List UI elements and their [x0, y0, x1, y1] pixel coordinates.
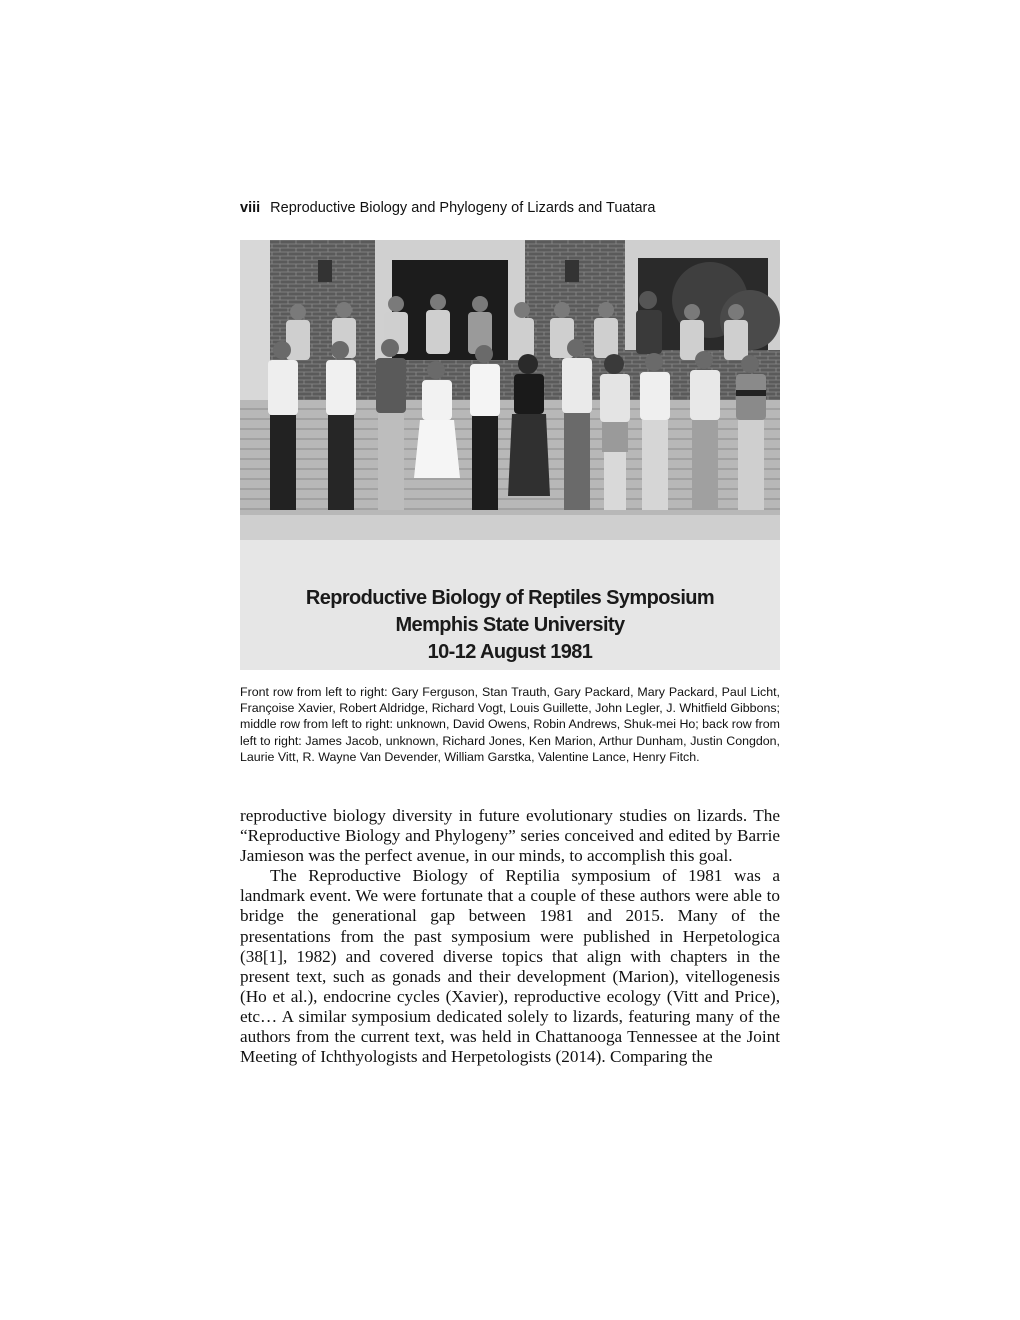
photo-sign-line-1: Reproductive Biology of Reptiles Symposium — [305, 587, 715, 609]
running-header — [240, 198, 780, 218]
photo-scene — [240, 240, 780, 540]
running-title: Reproductive Biology and Phylogeny of Lizards and Tuatara — [270, 200, 656, 216]
page-number: viii — [240, 200, 261, 216]
group-photograph — [240, 240, 780, 670]
sidewalk — [240, 515, 780, 540]
paragraph: The Reproductive Biology of Reptilia symposium of 1981 was a landmark event. We were fortunate that a couple of these authors were able to bridge the generational gap between 1981 and 2015. Many of the presentations from the past symposium were published in Herpetologica (38[1], 1982) and covered diverse topics that align with chapters in the present text, such as gonads and their development (Marion), vitellogenesis (Ho et al.), endocrine cycles (Xavier), reproductive ecology (Vitt and Price), etc… A similar symposium dedicated solely to lizards, featuring many of the authors from the current text, was held in Chattanooga Tennessee at the Joint Meeting of Ichthyologists and Herpetologists (2014). Comparing the — [240, 866, 780, 1067]
photo-sign-line-3: 10-12 August 1981 — [427, 641, 593, 663]
wall-lamp-left — [318, 260, 332, 282]
figure-caption: Front row from left to right: Gary Ferguson, Stan Trauth, Gary Packard, Mary Packard, Paul Licht, Françoise Xavier, Robert Aldridge, Richard Vogt, Louis Guillette, John Legler, J. Whitfield Gibbons; middle row from left to right: unknown, David Owens, Robin Andrews, Shuk-mei Ho; back row from left to right: James Jacob, unknown, Richard Jones, Ken Marion, Arthur Dunham, Justin Congdon, Laurie Vitt, R. Wayne Van Devender, William Garstka, Valentine Lance, Henry Fitch. — [240, 685, 780, 764]
paragraph: reproductive biology diversity in future evolutionary studies on lizards. The “Reproductive Biology and Phylogeny” series conceived and edited by Barrie Jamieson was the perfect avenue, in our minds, to accomplish this goal. — [240, 806, 780, 866]
body-text — [240, 806, 780, 1067]
wall-lamp-right — [565, 260, 579, 282]
photo-sign-line-2: Memphis State University — [395, 614, 625, 636]
